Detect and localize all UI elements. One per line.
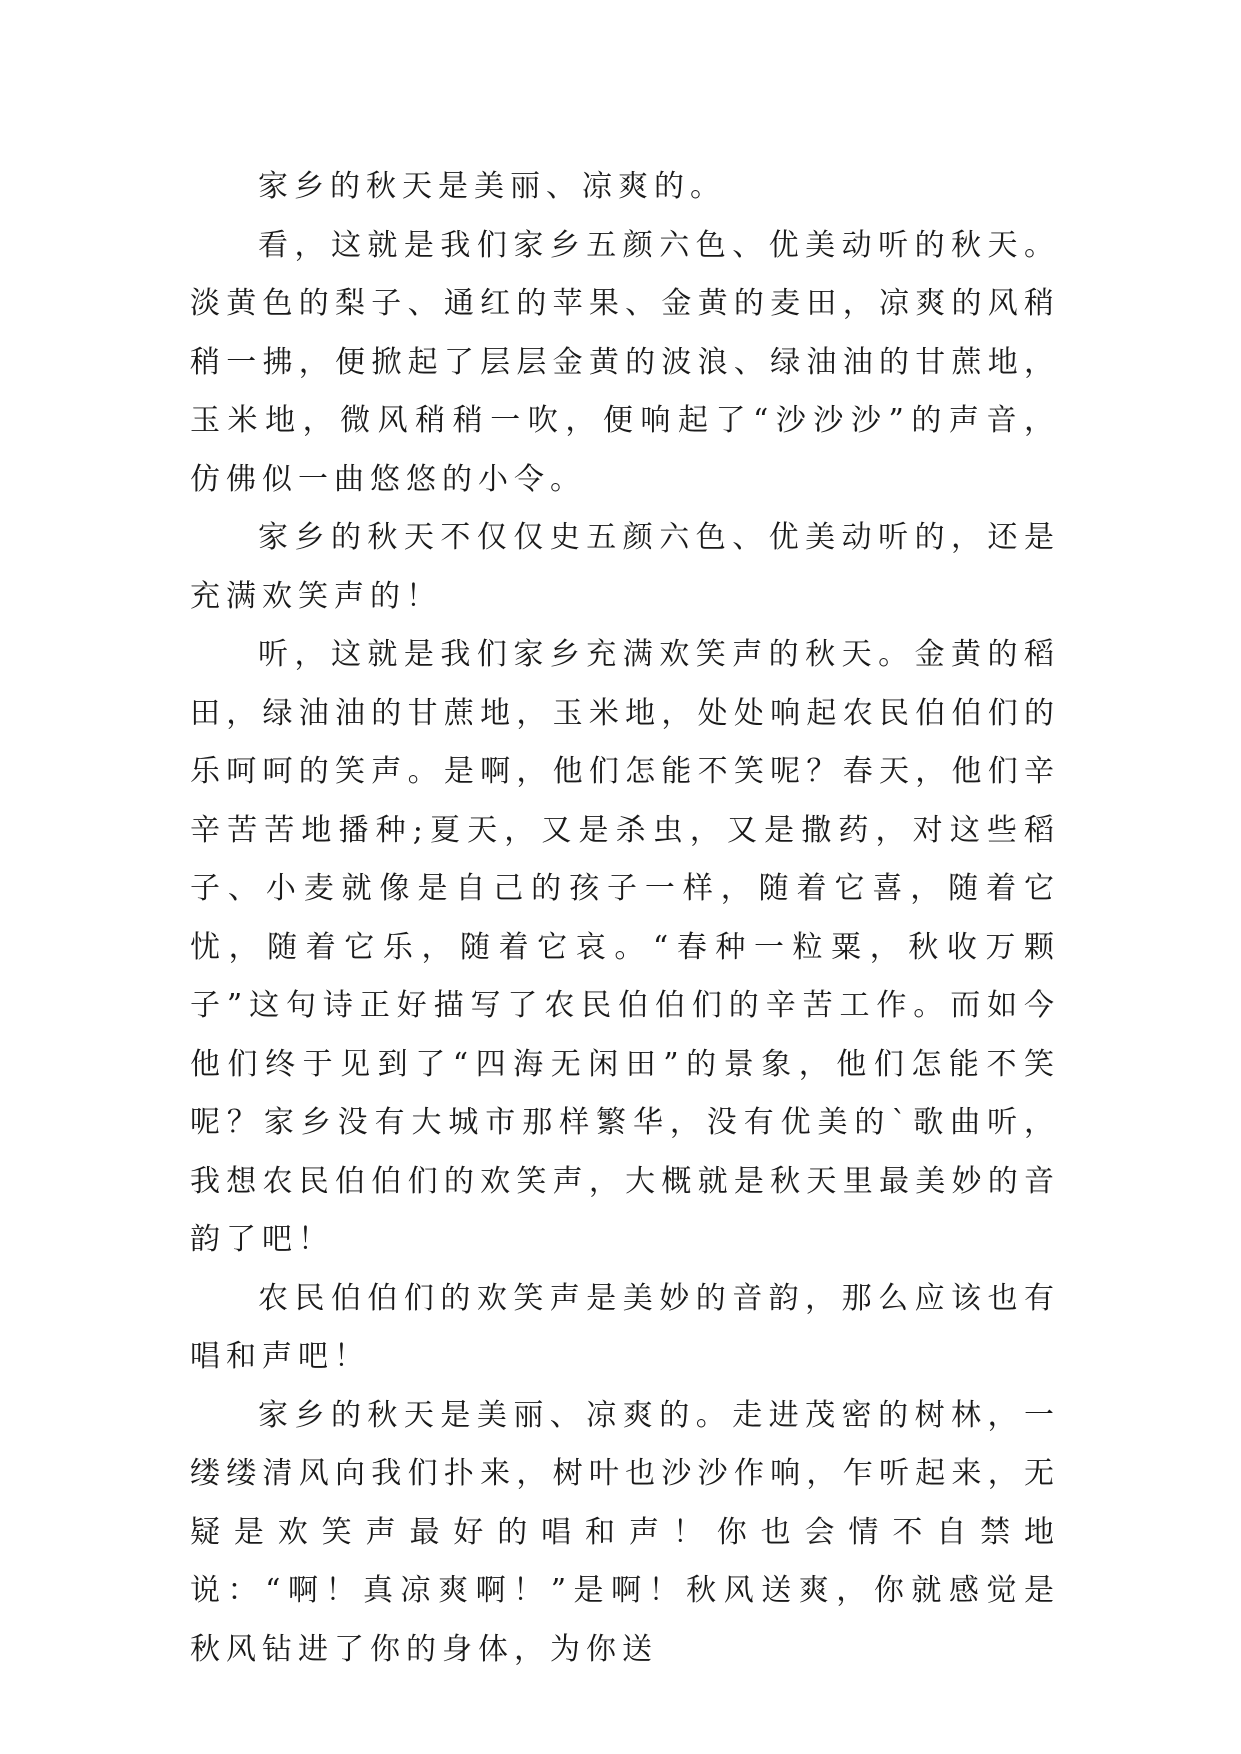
document-body bbox=[190, 158, 1060, 1679]
paragraph-4: 听，这就是我们家乡充满欢笑声的秋天。金黄的稻田，绿油油的甘蔗地，玉米地，处处响起农民伯伯们的乐呵呵的笑声。是啊，他们怎能不笑呢？春天，他们辛辛苦苦地播种;夏天，又是杀虫，又是撒药，对这些稻子、小麦就像是自己的孩子一样，随着它喜，随着它忧，随着它乐，随着它哀。“春种一粒粟，秋收万颗子”这句诗正好描写了农民伯伯们的辛苦工作。而如今他们终于见到了“四海无闲田”的景象，他们怎能不笑呢？家乡没有大城市那样繁华，没有优美的`歌曲听，我想农民伯伯们的欢笑声，大概就是秋天里最美妙的音韵了吧！ bbox=[190, 637, 1060, 1257]
paragraph-6: 家乡的秋天是美丽、凉爽的。走进茂密的树林，一缕缕清风向我们扑来，树叶也沙沙作响，乍听起来，无疑是欢笑声最好的唱和声！你也会情不自禁地说：“啊！真凉爽啊！”是啊！秋风送爽，你就感觉是秋风钻进了你的身体，为你送 bbox=[190, 1397, 1060, 1667]
paragraph-3: 家乡的秋天不仅仅史五颜六色、优美动听的，还是充满欢笑声的！ bbox=[190, 520, 1060, 614]
paragraph-1: 家乡的秋天是美丽、凉爽的。 bbox=[258, 169, 726, 204]
paragraph-2: 看，这就是我们家乡五颜六色、优美动听的秋天。淡黄色的梨子、通红的苹果、金黄的麦田，凉爽的风稍稍一拂，便掀起了层层金黄的波浪、绿油油的甘蔗地，玉米地，微风稍稍一吹，便响起了“沙沙沙”的声音，仿佛似一曲悠悠的小令。 bbox=[190, 227, 1060, 497]
paragraph-5: 农民伯伯们的欢笑声是美妙的音韵，那么应该也有唱和声吧！ bbox=[190, 1280, 1060, 1374]
